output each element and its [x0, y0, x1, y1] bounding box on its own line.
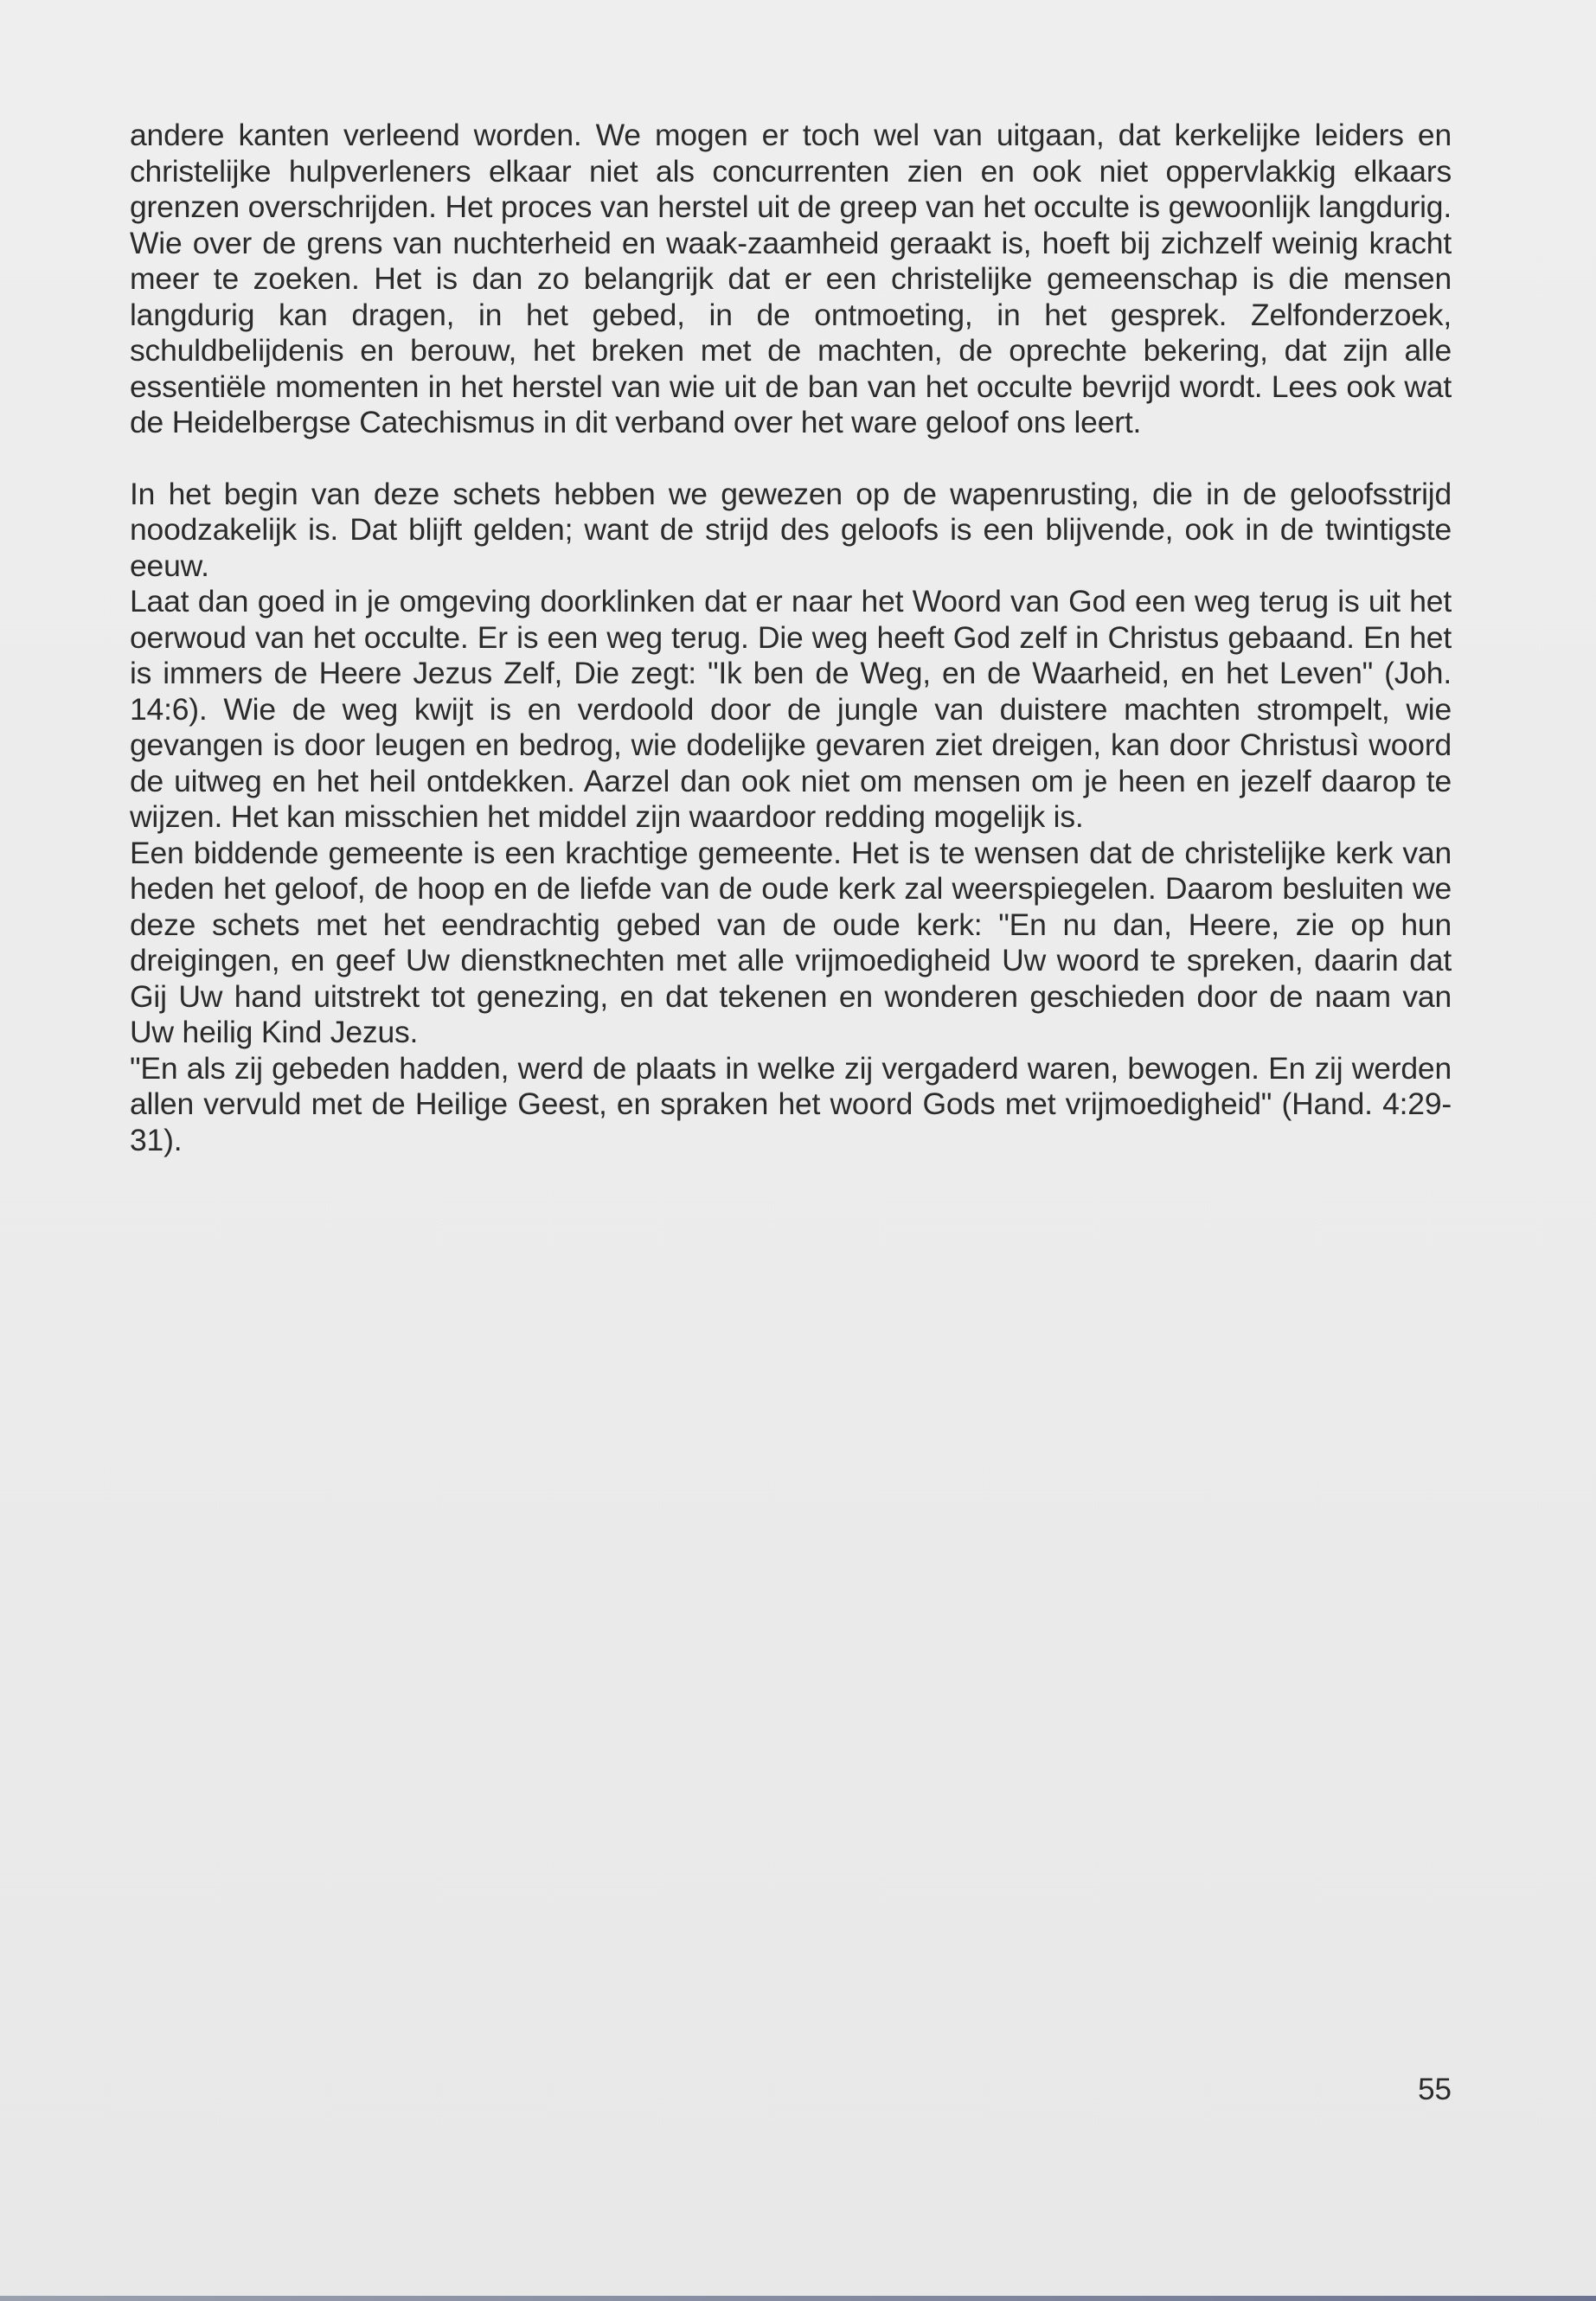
paragraph-biddende-gemeente: Een biddende gemeente is een krachtige gemeente. Het is te wensen dat de christelijke kerk van heden het geloof, de hoop en de liefde van de oude kerk zal weerspiegelen. Daarom besluiten we deze schets met het eendrachtig gebed van de oude kerk: "En nu dan, Heere, zie op hun dreigingen, en geef Uw dienstknechten met alle vrijmoedigheid Uw woord te spreken, daarin dat Gij Uw hand uitstrekt tot genezing, en dat tekenen en wonderen geschieden door de naam van Uw heilig Kind Jezus. [130, 835, 1452, 1049]
paragraph-weg-terug: Laat dan goed in je omgeving doorklinken dat er naar het Woord van God een weg terug is uit het oerwoud van het occulte. Er is een weg terug. Die weg heeft God zelf in Christus gebaand. En het is immers de Heere Jezus Zelf, Die zegt: "Ik ben de Weg, en de Waarheid, en het Leven" (Joh. 14:6). Wie de weg kwijt is en verdoold door de jungle van duistere machten strompelt, wie gevangen is door leugen en bedrog, wie dodelijke gevaren ziet dreigen, kan door Christusì woord de uitweg en het heil ontdekken. Aarzel dan ook niet om mensen om je heen en jezelf daarop te wijzen. Het kan misschien het middel zijn waardoor redding mogelijk is. [130, 584, 1452, 834]
paragraph-herstel: andere kanten verleend worden. We mogen er toch wel van uitgaan, dat kerkelijke leiders en christelijke hulpverleners elkaar niet als concurrenten zien en ook niet oppervlakkig elkaars grenzen overschrijden. Het proces van herstel uit de greep van het occulte is gewoonlijk langdurig. Wie over de grens van nuchterheid en waak-zaamheid geraakt is, hoeft bij zichzelf weinig kracht meer te zoeken. Het is dan zo belangrijk dat er een christelijke gemeenschap is die mensen langdurig kan dragen, in het gebed, in de ontmoeting, in het gesprek. Zelfonderzoek, schuldbelijdenis en berouw, het breken met de machten, de oprechte bekering, dat zijn alle essentiële momenten in het herstel van wie uit de ban van het occulte bevrijd wordt. Lees ook wat de Heidelbergse Catechismus in dit verband over het ware geloof ons leert. [130, 118, 1452, 439]
page-number: 55 [1418, 2073, 1452, 2106]
body-text [130, 118, 1452, 1158]
scan-bottom-edge [0, 2296, 1596, 2301]
paragraph-wapenrusting: In het begin van deze schets hebben we gewezen op de wapenrusting, die in de geloofsstrijd noodzakelijk is. Dat blijft gelden; want de strijd des geloofs is een blijvende, ook in de twintigste eeuw. [130, 476, 1452, 583]
paragraph-handelingen-quote: "En als zij gebeden hadden, werd de plaats in welke zij vergaderd waren, bewogen. En zij werden allen vervuld met de Heilige Geest, en spraken het woord Gods met vrijmoedigheid" (Hand. 4:29-31). [130, 1050, 1452, 1157]
